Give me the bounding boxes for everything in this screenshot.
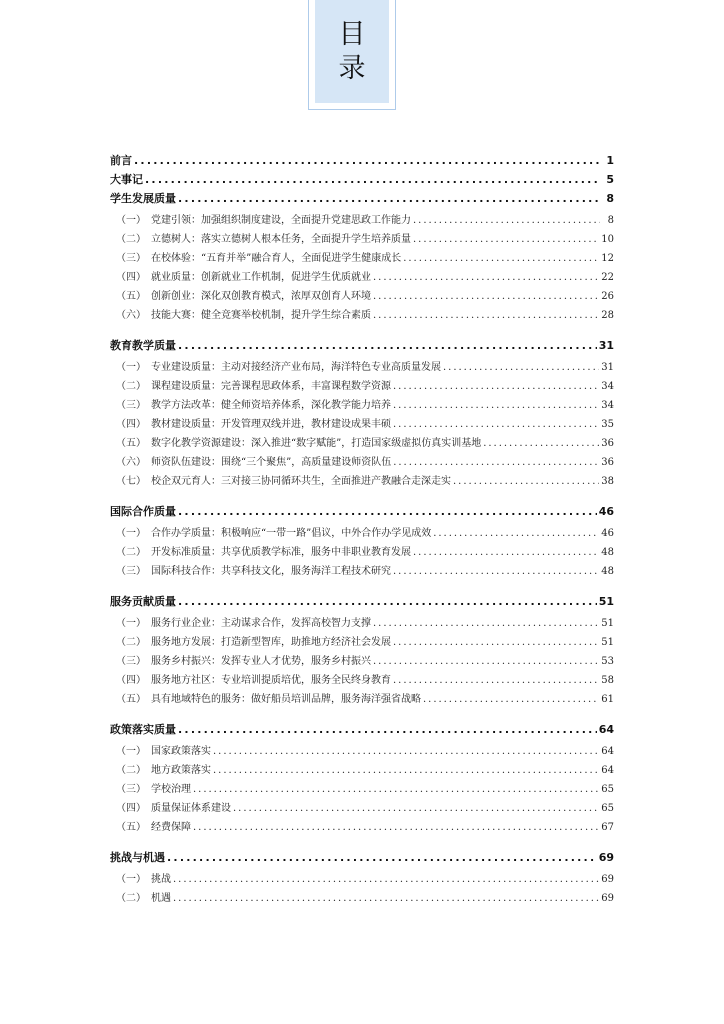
toc-subsection-number: （二） [116, 893, 146, 904]
toc-subsection-title: 具有地域特色的服务：做好船员培训品牌，服务海洋强省战略 [151, 694, 421, 705]
toc-section-entry[interactable] [110, 503, 614, 522]
toc-page-number: 64 [598, 723, 614, 736]
toc-section-entry[interactable] [110, 849, 614, 868]
toc-subsection-entry[interactable] [110, 377, 614, 396]
toc-subsection-number: （一） [116, 874, 146, 885]
toc-page-number: 12 [601, 253, 614, 264]
toc-subsection-entry[interactable] [110, 870, 614, 889]
toc-dot-leader [178, 723, 597, 736]
toc-subsection-number: （二） [116, 234, 146, 245]
toc-page-number: 67 [601, 822, 614, 833]
toc-subsection-number: （五） [116, 694, 146, 705]
toc-page-number: 61 [601, 694, 614, 705]
toc-subsection-title: 服务乡村振兴：发挥专业人才优势，服务乡村振兴 [151, 656, 371, 667]
toc-subsection-number: （三） [116, 400, 146, 411]
toc-subsection-number: （一） [116, 362, 146, 373]
toc-section-title: 学生发展质量 [110, 192, 176, 205]
toc-subsection-entry[interactable] [110, 434, 614, 453]
toc-dot-leader [413, 215, 600, 226]
toc-subsection-number: （七） [116, 476, 146, 487]
toc-subsection-number: （一） [116, 746, 146, 757]
toc-subsection-title: 国际科技合作：共享科技文化，服务海洋工程技术研究 [151, 566, 391, 577]
toc-section-title: 教育教学质量 [110, 339, 176, 352]
toc-page-number: 51 [601, 637, 614, 648]
toc-subsection-title: 在校体验：“五育并举”融合育人，全面促进学生健康成长 [151, 253, 402, 264]
toc-subsection-number: （一） [116, 215, 146, 226]
toc-title-char-2: 录 [338, 52, 366, 84]
toc-subsection-title: 服务地方发展：打造新型智库，助推地方经济社会发展 [151, 637, 391, 648]
toc-dot-leader [373, 310, 599, 321]
toc-section-title: 政策落实质量 [110, 723, 176, 736]
toc-subsection-title: 就业质量：创新就业工作机制，促进学生优质就业 [151, 272, 371, 283]
toc-section-entry[interactable] [110, 152, 614, 171]
toc-subsection-entry[interactable] [110, 306, 614, 325]
toc-subsection-number: （三） [116, 253, 146, 264]
toc-page-number: 31 [598, 339, 614, 352]
toc-subsection-title: 学校治理 [151, 784, 191, 795]
table-of-contents [110, 152, 614, 908]
toc-subsection-title: 教材建设质量：开发管理双线并进，教材建设成果丰硕 [151, 419, 391, 430]
toc-page-number: 64 [601, 746, 614, 757]
toc-subsection-entry[interactable] [110, 415, 614, 434]
toc-subsection-number: （一） [116, 528, 146, 539]
toc-subsection-title: 立德树人：落实立德树人根本任务，全面提升学生培养质量 [151, 234, 411, 245]
toc-dot-leader [167, 851, 597, 864]
toc-page-number: 34 [601, 381, 614, 392]
toc-page-number: 36 [601, 457, 614, 468]
toc-subsection-number: （三） [116, 566, 146, 577]
toc-section-title: 前言 [110, 154, 132, 167]
toc-dot-leader [393, 457, 599, 468]
toc-dot-leader [213, 765, 599, 776]
toc-page-number: 48 [601, 547, 614, 558]
toc-dot-leader [173, 893, 599, 904]
toc-subsection-title: 挑战 [151, 874, 171, 885]
toc-subsection-entry[interactable] [110, 249, 614, 268]
toc-dot-leader [178, 339, 597, 352]
toc-subsection-entry[interactable] [110, 690, 614, 709]
toc-subsection-number: （四） [116, 419, 146, 430]
toc-subsection-number: （六） [116, 457, 146, 468]
toc-subsection-number: （三） [116, 784, 146, 795]
toc-subsection-entry[interactable] [110, 543, 614, 562]
toc-subsection-title: 合作办学质量：积极响应“一带一路”倡议，中外合作办学见成效 [151, 528, 432, 539]
toc-page-number: 69 [601, 893, 614, 904]
toc-subsection-title: 地方政策落实 [151, 765, 211, 776]
toc-dot-leader [178, 505, 597, 518]
toc-dot-leader [178, 595, 597, 608]
toc-page-number: 69 [601, 874, 614, 885]
toc-subsection-number: （二） [116, 765, 146, 776]
toc-dot-leader [134, 154, 600, 167]
toc-subsection-number: （三） [116, 656, 146, 667]
toc-page-number: 22 [601, 272, 614, 283]
toc-page-number: 58 [601, 675, 614, 686]
toc-dot-leader [413, 547, 599, 558]
toc-title-background [315, 0, 389, 103]
toc-section-title: 挑战与机遇 [110, 851, 165, 864]
toc-dot-leader [373, 272, 599, 283]
toc-subsection-number: （五） [116, 822, 146, 833]
toc-page-number: 46 [601, 528, 614, 539]
toc-section-title: 服务贡献质量 [110, 595, 176, 608]
toc-page-number: 64 [601, 765, 614, 776]
toc-subsection-entry[interactable] [110, 211, 614, 230]
toc-section-entry[interactable] [110, 190, 614, 209]
toc-title-char-1: 目 [338, 18, 366, 50]
toc-subsection-number: （四） [116, 675, 146, 686]
toc-dot-leader [403, 253, 599, 264]
toc-dot-leader [393, 419, 599, 430]
toc-page-number: 38 [601, 476, 614, 487]
toc-subsection-title: 开发标准质量：共享优质教学标准，服务中非职业教育发展 [151, 547, 411, 558]
toc-subsection-entry[interactable] [110, 799, 614, 818]
toc-subsection-title: 党建引领：加强组织制度建设，全面提升党建思政工作能力 [151, 215, 411, 226]
toc-subsection-title: 服务行业企业：主动谋求合作，发挥高校智力支撑 [151, 618, 371, 629]
toc-dot-leader [423, 694, 599, 705]
toc-section-title: 国际合作质量 [110, 505, 176, 518]
toc-subsection-title: 课程建设质量：完善课程思政体系，丰富课程数学资源 [151, 381, 391, 392]
toc-dot-leader [193, 784, 599, 795]
toc-page-number: 35 [601, 419, 614, 430]
toc-dot-leader [393, 400, 599, 411]
toc-subsection-entry[interactable] [110, 818, 614, 837]
toc-dot-leader [413, 234, 599, 245]
toc-dot-leader [145, 173, 600, 186]
toc-subsection-number: （四） [116, 803, 146, 814]
toc-dot-leader [373, 656, 599, 667]
toc-page-number: 51 [601, 618, 614, 629]
toc-page-number: 65 [601, 803, 614, 814]
toc-dot-leader [453, 476, 599, 487]
toc-subsection-title: 技能大赛：健全竞赛举校机制，提升学生综合素质 [151, 310, 371, 321]
toc-dot-leader [443, 362, 599, 373]
toc-dot-leader [173, 874, 599, 885]
toc-dot-leader [373, 291, 599, 302]
toc-subsection-title: 创新创业：深化双创教育模式，浓厚双创育人环境 [151, 291, 371, 302]
toc-dot-leader [483, 438, 599, 449]
toc-subsection-title: 机遇 [151, 893, 171, 904]
toc-dot-leader [393, 675, 599, 686]
toc-page-number: 48 [601, 566, 614, 577]
toc-page-number: 69 [598, 851, 614, 864]
toc-dot-leader [178, 192, 600, 205]
toc-subsection-number: （四） [116, 272, 146, 283]
toc-subsection-title: 校企双元育人：三对接三协同循环共生，全面推进产教融合走深走实 [151, 476, 451, 487]
toc-page-number: 28 [601, 310, 614, 321]
toc-page-number: 10 [601, 234, 614, 245]
toc-subsection-entry[interactable] [110, 524, 614, 543]
toc-subsection-entry[interactable] [110, 652, 614, 671]
toc-subsection-entry[interactable] [110, 633, 614, 652]
toc-subsection-number: （二） [116, 547, 146, 558]
toc-section-entry[interactable] [110, 337, 614, 356]
toc-subsection-number: （一） [116, 618, 146, 629]
toc-section-entry[interactable] [110, 171, 614, 190]
toc-page-number: 65 [601, 784, 614, 795]
toc-page-number: 34 [601, 400, 614, 411]
toc-subsection-entry[interactable] [110, 453, 614, 472]
toc-dot-leader [233, 803, 599, 814]
toc-subsection-title: 教学方法改革：健全师资培养体系，深化教学能力培养 [151, 400, 391, 411]
toc-dot-leader [213, 746, 599, 757]
toc-subsection-number: （二） [116, 637, 146, 648]
toc-subsection-entry[interactable] [110, 268, 614, 287]
toc-page-number: 1 [606, 154, 614, 167]
toc-subsection-entry[interactable] [110, 287, 614, 306]
toc-subsection-entry[interactable] [110, 671, 614, 690]
toc-subsection-number: （六） [116, 310, 146, 321]
toc-page-number: 8 [607, 215, 614, 226]
toc-subsection-entry[interactable] [110, 472, 614, 491]
toc-subsection-entry[interactable] [110, 761, 614, 780]
toc-section-entry[interactable] [110, 593, 614, 612]
toc-dot-leader [393, 566, 599, 577]
toc-dot-leader [373, 618, 599, 629]
toc-subsection-title: 专业建设质量：主动对接经济产业布局，海洋特色专业高质量发展 [151, 362, 441, 373]
toc-subsection-number: （五） [116, 438, 146, 449]
toc-subsection-title: 经费保障 [151, 822, 191, 833]
toc-subsection-title: 数字化教学资源建设：深入推进“数字赋能”，打造国家级虚拟仿真实训基地 [151, 438, 482, 449]
toc-subsection-entry[interactable] [110, 562, 614, 581]
toc-title-box [308, 0, 396, 110]
toc-subsection-title: 师资队伍建设：围绕“三个聚焦”，高质量建设师资队伍 [151, 457, 392, 468]
toc-page-number: 26 [601, 291, 614, 302]
toc-page-number: 36 [601, 438, 614, 449]
toc-subsection-entry[interactable] [110, 614, 614, 633]
toc-page-number: 53 [601, 656, 614, 667]
toc-subsection-title: 国家政策落实 [151, 746, 211, 757]
toc-dot-leader [393, 637, 599, 648]
toc-subsection-title: 质量保证体系建设 [151, 803, 231, 814]
toc-subsection-entry[interactable] [110, 742, 614, 761]
toc-subsection-number: （五） [116, 291, 146, 302]
toc-dot-leader [393, 381, 599, 392]
toc-page-number: 51 [598, 595, 614, 608]
toc-subsection-entry[interactable] [110, 889, 614, 908]
toc-subsection-number: （二） [116, 381, 146, 392]
toc-page-number: 46 [598, 505, 614, 518]
toc-subsection-entry[interactable] [110, 230, 614, 249]
toc-subsection-entry[interactable] [110, 358, 614, 377]
toc-section-title: 大事记 [110, 173, 143, 186]
toc-subsection-entry[interactable] [110, 396, 614, 415]
toc-subsection-title: 服务地方社区：专业培训提质培优，服务全民终身教育 [151, 675, 391, 686]
toc-page-number: 8 [606, 192, 614, 205]
toc-section-entry[interactable] [110, 721, 614, 740]
toc-page-number: 31 [601, 362, 614, 373]
toc-page-number: 5 [606, 173, 614, 186]
toc-dot-leader [193, 822, 599, 833]
toc-subsection-entry[interactable] [110, 780, 614, 799]
toc-dot-leader [433, 528, 599, 539]
